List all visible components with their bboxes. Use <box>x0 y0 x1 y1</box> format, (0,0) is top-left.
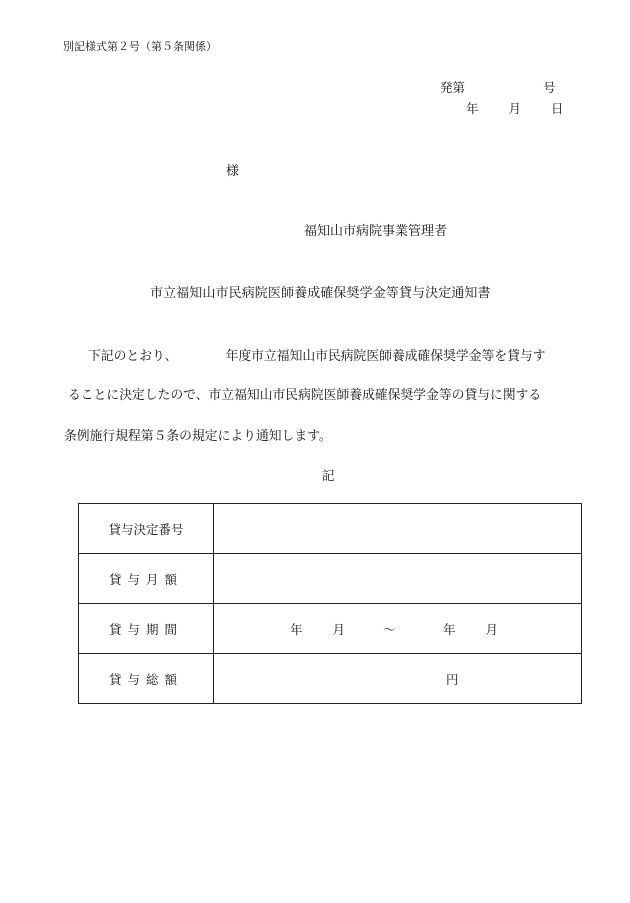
period-end-year: 年 <box>443 622 456 637</box>
ki-heading: 記 <box>322 468 335 483</box>
document-title: 市立福知山市民病院医師養成確保奨学金等貸与決定通知書 <box>150 286 491 301</box>
body-line-1-start: 下記のとおり、 <box>88 349 178 364</box>
table-row-decision-number <box>79 504 582 554</box>
body-line-2: ることに決定したので、市立福知山市民病院医師養成確保奨学金等の貸与に関する <box>68 388 542 403</box>
date-year: 年 <box>466 101 479 116</box>
issuer-name: 福知山市病院事業管理者 <box>304 224 448 239</box>
table-row-total-amount <box>79 654 582 704</box>
period-value <box>214 604 582 654</box>
issue-number-suffix: 号 <box>543 80 556 95</box>
body-line-3: 条例施行規程第５条の規定により通知します。 <box>64 429 332 444</box>
decision-number-label: 貸与決定番号 <box>79 504 214 554</box>
body-line-1 <box>88 345 546 364</box>
date-month: 月 <box>508 101 522 116</box>
period-start-year: 年 <box>290 622 303 637</box>
decision-number-value <box>214 504 582 554</box>
issue-number-prefix: 発第 <box>440 80 466 95</box>
period-end <box>443 620 498 638</box>
body-line-1-end: 年度市立福知山市民病院医師養成確保奨学金等を貸与す <box>225 349 546 364</box>
issue-date-line <box>466 99 564 117</box>
date-day: 日 <box>551 101 564 116</box>
total-amount-unit: 円 <box>446 672 459 687</box>
period-end-month: 月 <box>485 622 499 637</box>
table-row-monthly-amount <box>79 554 582 604</box>
period-label: 貸与期間 <box>79 604 214 654</box>
monthly-amount-label: 貸与月額 <box>79 554 214 604</box>
table-row-period <box>79 604 582 654</box>
period-tilde: ～ <box>383 622 396 637</box>
total-amount-value <box>214 654 582 704</box>
period-start-month: 月 <box>332 622 346 637</box>
loan-details-table <box>78 503 582 704</box>
total-amount-label: 貸与総額 <box>79 654 214 704</box>
form-identifier: 別記様式第２号（第５条関係） <box>63 40 217 53</box>
recipient-honorific: 様 <box>226 164 240 179</box>
monthly-amount-value <box>214 554 582 604</box>
period-start <box>290 620 396 638</box>
issue-number-line <box>440 78 556 96</box>
